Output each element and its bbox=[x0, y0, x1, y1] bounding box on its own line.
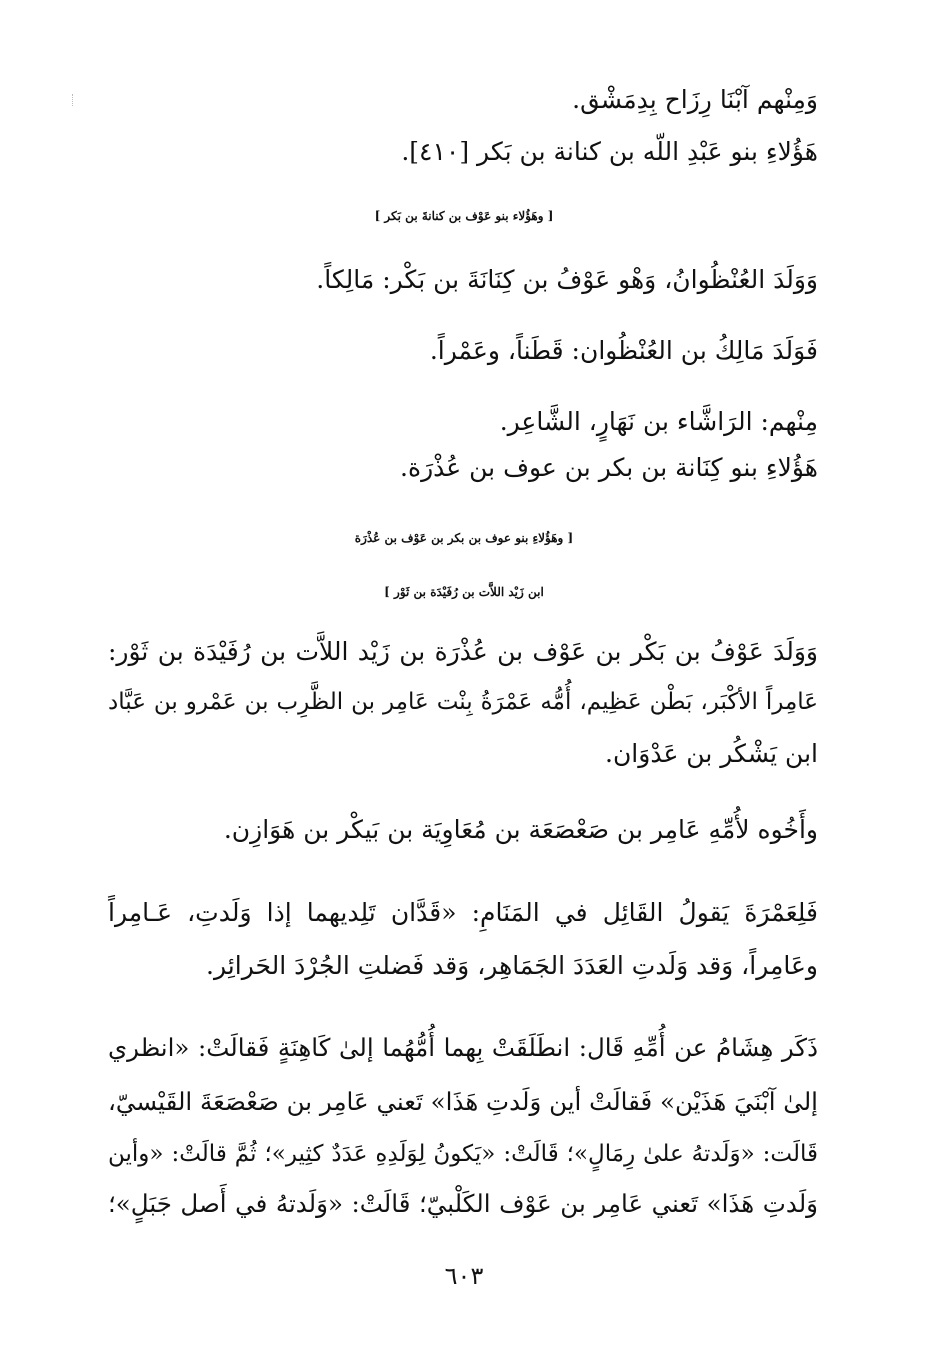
text-line: وعَامِراً، وَقد وَلَدتِ العَدَدَ الجَمَاهِر، وَقد فَضلتِ الجُرْدَ الحَرائِر. bbox=[206, 951, 818, 980]
page-number: ٦٠٣ bbox=[444, 1262, 484, 1290]
text-line: ذَكَر هِشَامُ عن أُمِّهِ قَال: انطَلَقَتْ بِهما أُمُّهُما إلىٰ كَاهِنَةٍ فَقالَتْ: «انظري bbox=[108, 1033, 818, 1062]
text-line: مِنْهم: الرَاشَّاء بن نَهَارٍ، الشَّاعِر. bbox=[499, 407, 818, 436]
text-line: فَوَلَدَ مَالِكُ بن العُنْظُوان: قَطَناً، وعَمْراً. bbox=[429, 336, 818, 365]
text-line: وَوَلَدَ العُنْظُوانُ، وَهْو عَوْفُ بن كِنَانَةَ بن بَكْر: مَالِكاً. bbox=[316, 265, 818, 294]
text-line: قَالَت: «وَلَدتهُ علىٰ رِمَالٍ»؛ قَالَتْ: «يَكونُ لِوَلَدِهِ عَدَدٌ كثِير»؛ ثُمَّ قالَتْ: «وأين bbox=[108, 1141, 818, 1167]
text-line: وَمِنْهم آبْنَا رِزَاح بِدِمَشْق. bbox=[572, 85, 818, 114]
text-line: إلىٰ آبْنَيَ هَذَيْن» فَقالَتْ أين وَلَدتِ هَذَا» تَعني عَامِر بن صَعْصَعَةَ القَيْسيّ، bbox=[108, 1087, 818, 1116]
scan-speck bbox=[72, 94, 79, 106]
text-line: فَلِعَمْرَةَ يَقولُ القَائِل في المَنَامِ: «قَدَّان تَلِديهما إذا وَلَدتِ، عَـامِراً bbox=[108, 898, 818, 927]
section-heading: [ وهَؤُلاءِ بنو عوف بن بكر بن عَوْف بن عُذْرَة bbox=[354, 531, 574, 545]
text-line: وأَخُوه لأُمِّهِ عَامِر بن صَعْصَعَة بن مُعَاوِيَة بن بَيكْر بن هَوَازِن. bbox=[223, 815, 818, 844]
section-heading: [ وهَؤُلاء بنو عَوْف بن كنانةَ بن بَكر ] bbox=[374, 209, 554, 223]
text-line: وَلَدتِ هَذَا» تَعني عَامِر بن عَوْف الكَلْبيّ؛ قَالَتْ: «وَلَدتهُ في أَصل جَبَلٍ»؛ bbox=[108, 1189, 818, 1218]
text-line: هَؤُلاءِ بنو عَبْدِ اللّه بن كنانة بن بَكر [٤١٠]. bbox=[401, 137, 818, 166]
section-heading: ابن زَيْد اللاَّت بن رُفَيْدَة بن ثَوْر ] bbox=[384, 585, 544, 599]
text-line: هَؤُلاءِ بنو كِنَانة بن بكر بن عوف بن عُذْرَة. bbox=[400, 453, 818, 482]
text-line: عَامِراً الأكْبَر، بَطْن عَظِيم، أُمُّه عَمْرَةُ بِنْت عَامِر بن الظَّرِب بن عَمْرو بن عَبَّاد bbox=[108, 689, 818, 715]
text-line: وَوَلَدَ عَوْفُ بن بَكْر بن عَوْف بن عُذْرَة بن زَيْد اللاَّت بن رُفَيْدَة بن ثَوْر: bbox=[108, 637, 818, 666]
text-line: ابن يَشْكُر بن عَدْوَان. bbox=[605, 739, 818, 768]
